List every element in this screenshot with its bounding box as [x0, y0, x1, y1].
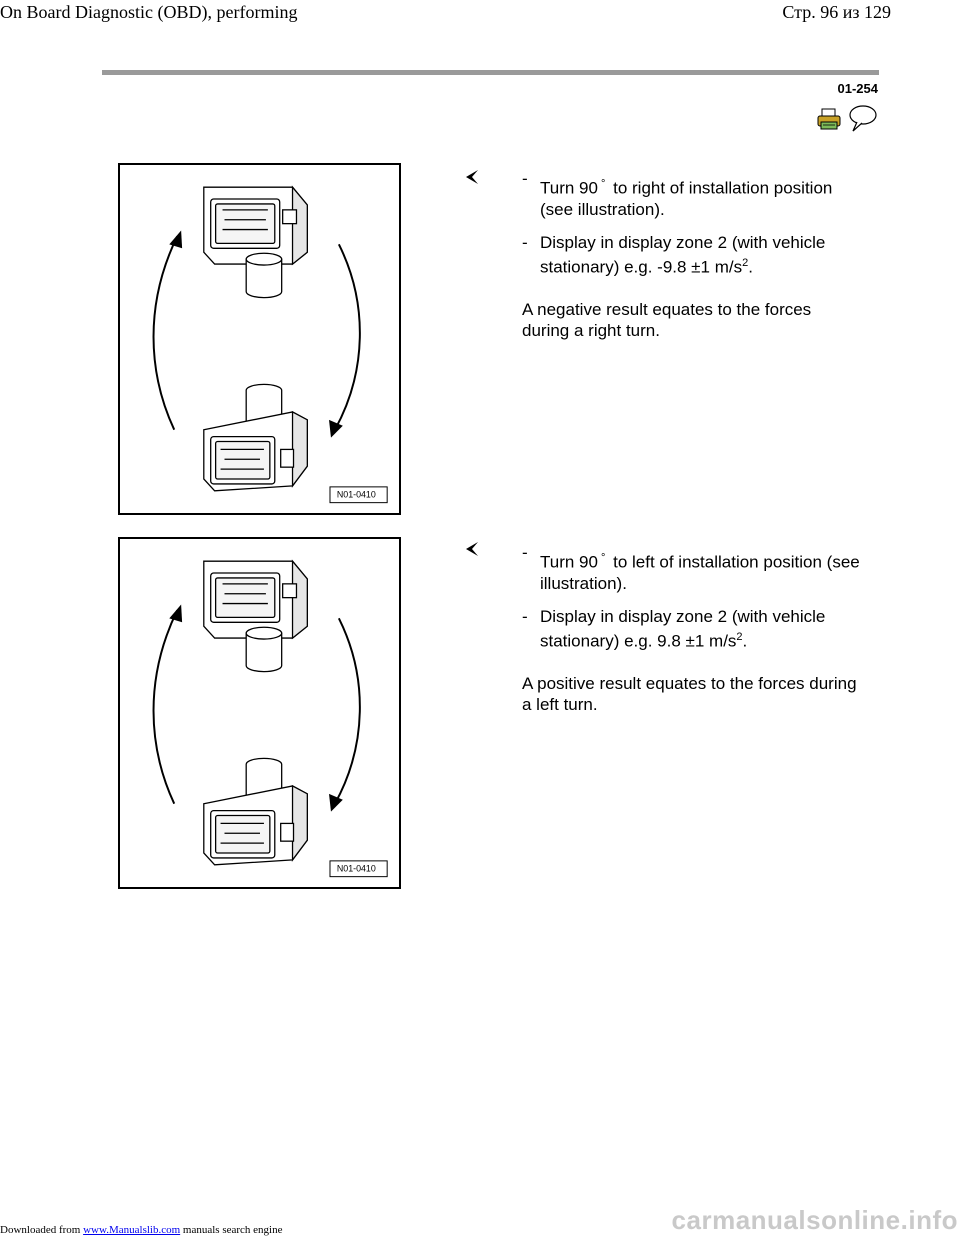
printer-icon[interactable]: [817, 108, 841, 130]
speech-bubble-icon[interactable]: [848, 104, 878, 132]
rotation-arrow-left: [154, 236, 178, 429]
watermark: carmanualsonline.info: [671, 1205, 958, 1235]
sensor-illustration-left-turn: [118, 537, 401, 889]
sensor-unit-bottom: [204, 384, 308, 490]
page-counter: Стр. 96 из 129: [782, 2, 891, 22]
rotation-arrow-left: [154, 610, 178, 803]
rotation-arrow-right: [335, 244, 360, 429]
figure-code: N01-0410: [336, 489, 376, 500]
step-display-zone-2: - Display in display zone 2 (with vehicle stationary) e.g. -9.8 ±1 $m/s^2$.: [522, 232, 826, 277]
section-2-content: [522, 543, 862, 715]
step-turn-right: - Turn 90 ° to right of installation position (see illustration).: [522, 169, 833, 219]
sensor-unit-top: [204, 561, 308, 671]
step-display-zone-2: - Display in display zone 2 (with vehicle stationary) e.g. 9.8 ±1 $m/s^2$.: [522, 606, 826, 651]
figure-code: N01-0410: [336, 863, 376, 874]
sensor-illustration-right-turn: [118, 163, 401, 515]
sensor-unit-bottom: [204, 758, 308, 864]
chevron-left-icon: [462, 166, 482, 186]
document-title: On Board Diagnostic (OBD), performing: [0, 2, 298, 22]
note-positive-result: A positive result equates to the forces during a left turn.: [522, 674, 857, 715]
sensor-unit-top: [204, 187, 308, 297]
step-turn-left: - Turn 90 ° to left of installation position (see illustration).: [522, 543, 860, 593]
chevron-left-icon: [462, 538, 482, 558]
section-1-content: [522, 169, 862, 341]
page-code: 01-254: [837, 81, 878, 96]
rotation-arrow-right: [335, 618, 360, 803]
manualslib-link[interactable]: www.Manualslib.com: [83, 1224, 181, 1236]
note-negative-result: A negative result equates to the forces during a right turn.: [522, 300, 812, 341]
header-divider: [102, 70, 879, 75]
download-footer: Downloaded from www.Manualslib.com manuals search engine: [0, 1224, 283, 1236]
